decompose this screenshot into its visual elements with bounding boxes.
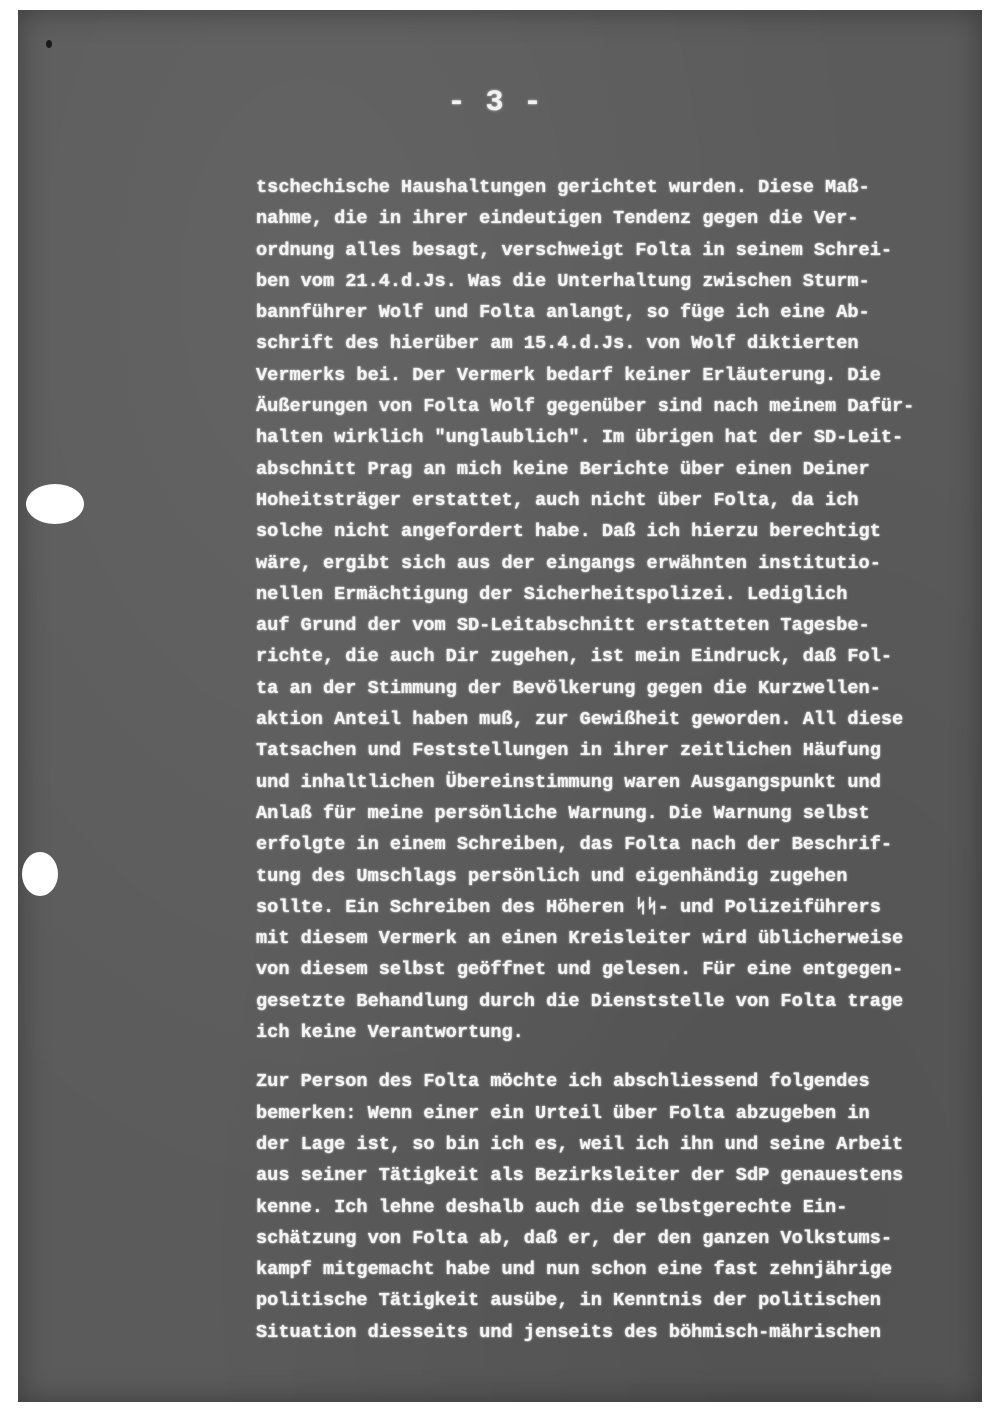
text-line: Äußerungen von Folta Wolf gegenüber sind nach meinem Dafür- [256,396,915,418]
text-line: solche nicht angefordert habe. Daß ich hierzu berechtigt [256,521,881,543]
text-line: mit diesem Vermerk an einen Kreisleiter wird üblicherweise [256,928,904,950]
text-line: ich keine Verantwortung. [256,1022,524,1044]
text-line: halten wirklich "unglaublich". Im übrigen hat der SD-Leit- [256,427,904,449]
text-line: ordnung alles besagt, verschweigt Folta in seinem Schrei- [256,239,893,261]
text-line: Situation diesseits und jenseits des böhmisch-mährischen [256,1321,881,1343]
text-line: aus seiner Tätigkeit als Bezirksleiter der SdP genauestens [256,1165,904,1187]
text-line: ta an der Stimmung der Bevölkerung gegen die Kurzwellen- [256,677,881,699]
text-line: aktion Anteil haben muß, zur Gewißheit geworden. All diese [256,709,904,731]
text-line: kampf mitgemacht habe und nun schon eine fast zehnjährige [256,1259,893,1281]
text-line: erfolgte in einem Schreiben, das Folta nach der Beschrif- [256,834,893,856]
text-line: tschechische Haushaltungen gerichtet wurden. Diese Maß- [256,177,870,198]
text-line: schrift des hierüber am 15.4.d.Js. von Wolf diktierten [256,333,859,355]
text-line: ben vom 21.4.d.Js. Was die Unterhaltung zwischen Sturm- [256,270,870,292]
text-line: gesetzte Behandlung durch die Dienststelle von Folta trage [256,990,904,1012]
text-line: nahme, die in ihrer eindeutigen Tendenz gegen die Ver- [256,208,859,230]
dust-speck [46,40,52,48]
text-line: politische Tätigkeit ausübe, in Kenntnis der politischen [256,1290,881,1312]
text-line: schätzung von Folta ab, daß er, der den ganzen Volkstums- [256,1227,893,1249]
text-line: auf Grund der vom SD-Leitabschnitt erstatteten Tagesbe- [256,615,870,637]
text-line: Hoheitsträger erstattet, auch nicht über Folta, da ich [256,489,859,511]
text-line: bemerken: Wenn einer ein Urteil über Folta abzugeben in [256,1102,870,1124]
paragraph-spacer [256,1048,986,1066]
document-body [256,172,986,1348]
text-line: wäre, ergibt sich aus der eingangs erwähnten institutio- [256,552,881,574]
punch-hole-lower [22,852,58,896]
text-line: von diesem selbst geöffnet und gelesen. Für eine entgegen- [256,959,904,981]
text-line: Anlaß für meine persönliche Warnung. Die Warnung selbst [256,802,870,824]
text-line: nellen Ermächtigung der Sicherheitspolizei. Lediglich [256,583,848,605]
text-line: abschnitt Prag an mich keine Berichte über einen Deiner [256,458,870,480]
punch-hole-upper [26,484,84,524]
text-line: Vermerks bei. Der Vermerk bedarf keiner Erläuterung. Die [256,364,881,386]
text-line: Zur Person des Folta möchte ich abschliessend folgendes [256,1071,870,1093]
text-line: bannführer Wolf und Folta anlangt, so füge ich eine Ab- [256,302,870,324]
paragraph [256,172,986,1048]
text-line: richte, die auch Dir zugehen, ist mein Eindruck, daß Fol- [256,646,893,668]
text-line: tung des Umschlags persönlich und eigenhändig zugehen [256,865,848,887]
text-line: und inhaltlichen Übereinstimmung waren Ausgangspunkt und [256,771,881,793]
text-line: Tatsachen und Feststellungen in ihrer zeitlichen Häufung [256,740,881,762]
paragraph [256,1066,986,1348]
page-number: - 3 - [447,86,543,120]
text-line: sollte. Ein Schreiben des Höheren ᛋᛋ- und Polizeiführers [256,896,881,918]
text-line: der Lage ist, so bin ich es, weil ich ihn und seine Arbeit [256,1133,904,1155]
text-line: kenne. Ich lehne deshalb auch die selbstgerechte Ein- [256,1196,848,1218]
